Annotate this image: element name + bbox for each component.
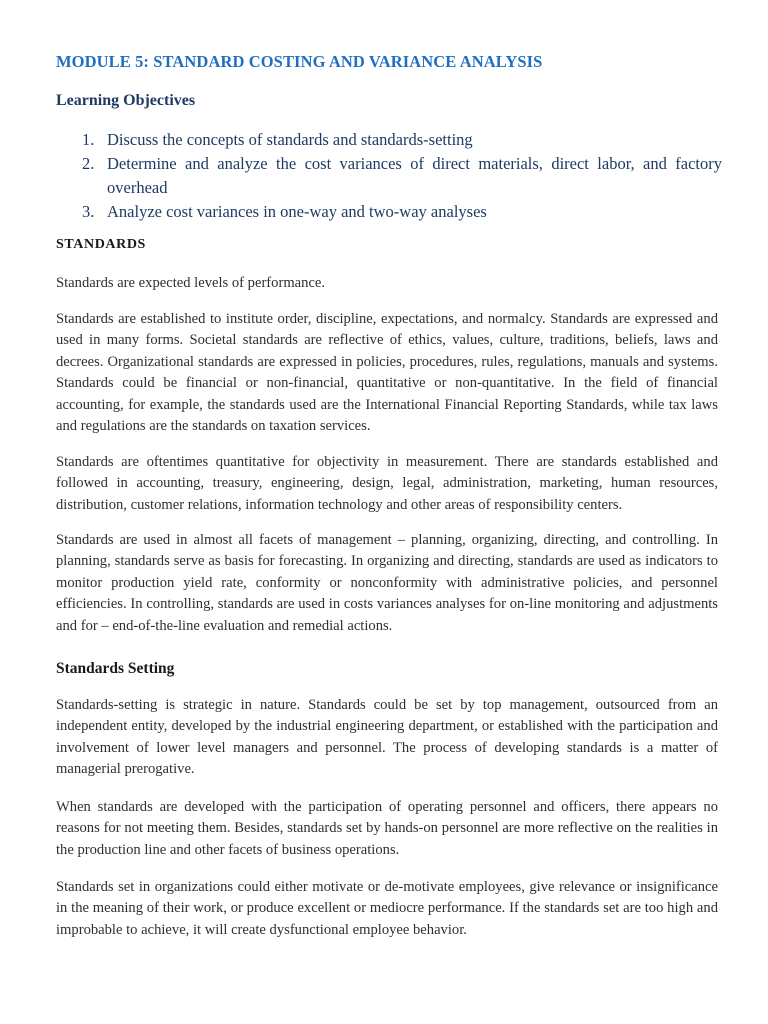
standards-paragraph: Standards are used in almost all facets of management – planning, organizing, directing, and controlling. In planning, standards serve as basis for forecasting. In organizing and directing, standards are used as indicators to monitor production yield rate, conformity or nonconformity with administrative policies, and personnel efficiencies. In controlling, standards are used in costs variances analyses for on-line monitoring and adjustments and for – end-of-the-line evaluation and remedial actions.	[56, 532, 718, 634]
standards-setting-paragraph: Standards set in organizations could either motivate or de-motivate employees, give relevance or insignificance in the meaning of their work, or produce excellent or mediocre performance. If the standards set are too high and improbable to achieve, it will create dysfunctional employee behavior.	[56, 879, 718, 938]
objective-item	[82, 128, 722, 152]
objective-text: Discuss the concepts of standards and standards-setting	[107, 130, 473, 149]
objective-item	[82, 200, 722, 224]
objective-item	[82, 152, 722, 200]
objective-number: 1.	[82, 130, 95, 149]
learning-objectives-list	[82, 128, 722, 224]
standards-heading: STANDARDS	[56, 237, 146, 252]
objective-number: 3.	[82, 202, 95, 221]
standards-setting-heading: Standards Setting	[56, 660, 175, 677]
standards-paragraph: Standards are oftentimes quantitative for objectivity in measurement. There are standards established and followed in accounting, treasury, engineering, design, legal, administration, marketing, human resources, distribution, customer relations, information technology and other areas of responsibility centers.	[56, 454, 718, 513]
objective-number: 2.	[82, 154, 95, 173]
module-title: MODULE 5: STANDARD COSTING AND VARIANCE ANALYSIS	[56, 52, 543, 71]
learning-objectives-heading: Learning Objectives	[56, 92, 196, 109]
standards-setting-paragraph: When standards are developed with the participation of operating personnel and officers, there appears no reasons for not meeting them. Besides, standards set by hands-on personnel are more reflective on the realities in the production line and other facets of business operations.	[56, 799, 718, 858]
objective-text: Analyze cost variances in one-way and two-way analyses	[107, 202, 487, 221]
standards-setting-paragraph: Standards-setting is strategic in nature. Standards could be set by top management, outsourced from an independent entity, developed by the industrial engineering department, or established with the participation and involvement of lower level managers and personnel. The process of developing standards is a matter of managerial prerogative.	[56, 697, 718, 778]
objective-text: Determine and analyze the cost variances of direct materials, direct labor, and factory overhead	[107, 154, 722, 197]
standards-paragraph: Standards are expected levels of performance.	[56, 275, 326, 291]
standards-paragraph: Standards are established to institute order, discipline, expectations, and normalcy. Standards are expressed and used in many forms. Societal standards are reflective of ethics, values, culture, traditions, beliefs, laws and decrees. Organizational standards are expressed in policies, procedures, rules, regulations, manuals and systems. Standards could be financial or non-financial, quantitative or non-quantitative. In the field of financial accounting, for example, the standards used are the International Financial Reporting Standards, while tax laws and regulations are the standards on taxation services.	[56, 311, 718, 435]
